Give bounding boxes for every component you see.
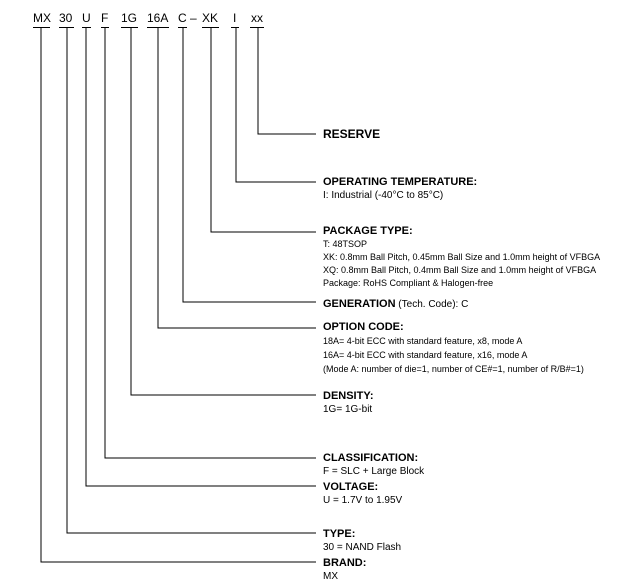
connector-density [131, 28, 316, 395]
code-underline-temperature [231, 27, 239, 28]
code-segment-generation: C [178, 11, 187, 25]
code-underline-classification [101, 27, 109, 28]
field-line-classification: F = SLC + Large Block [323, 466, 425, 477]
field-line-package-xq: XQ: 0.8mm Ball Pitch, 0.4mm Ball Size and 1.0mm height of VFBGA [323, 265, 597, 275]
connector-option-code [158, 28, 316, 328]
field-line-package-xk: XK: 0.8mm Ball Pitch, 0.45mm Ball Size and 1.0mm height of VFBGA [323, 252, 601, 262]
field-generation [323, 296, 468, 312]
code-dash: – [190, 11, 197, 25]
field-title-operating-temperature: OPERATING TEMPERATURE: [323, 176, 478, 188]
field-type [323, 527, 401, 555]
field-title-brand: BRAND: [323, 557, 367, 569]
field-suffix-generation: (Tech. Code): C [395, 299, 469, 310]
field-classification [323, 451, 424, 479]
field-line-operating-temperature: I: Industrial (-40°C to 85°C) [323, 190, 444, 201]
field-title-density: DENSITY: [323, 390, 374, 402]
code-segment-density: 1G [121, 11, 138, 25]
connector-brand [41, 28, 316, 562]
field-line-option-18a: 18A= 4-bit ECC with standard feature, x8, mode A [323, 336, 523, 346]
code-segment-temperature: I [233, 11, 237, 25]
field-brand [323, 556, 366, 584]
connector-operating-temperature [236, 28, 316, 182]
field-reserve [323, 127, 380, 141]
code-underline-voltage [82, 27, 91, 28]
connector-package-type [211, 28, 316, 232]
field-title-type: TYPE: [323, 528, 356, 540]
code-underline-option-code [147, 27, 169, 28]
field-operating-temperature [323, 175, 477, 203]
field-line-brand: MX [323, 571, 338, 582]
field-voltage [323, 480, 402, 508]
code-underline-generation [178, 27, 187, 28]
field-line-package-rohs: Package: RoHS Compliant & Halogen-free [323, 278, 494, 288]
field-line-option-16a: 16A= 4-bit ECC with standard feature, x16, mode A [323, 350, 528, 360]
field-title-option-code: OPTION CODE: [323, 321, 404, 333]
field-line-package-t: T: 48TSOP [323, 239, 368, 249]
field-line-option-mode-a: (Mode A: number of die=1, number of CE#=1, number of R/B#=1) [323, 364, 584, 374]
field-title-reserve: RESERVE [323, 127, 381, 141]
field-title-generation: GENERATION [323, 298, 396, 310]
field-package-type [323, 225, 600, 290]
code-segment-voltage: U [82, 11, 91, 25]
connector-type [67, 28, 316, 533]
code-underline-package [202, 27, 219, 28]
code-segment-classification: F [101, 11, 109, 25]
field-line-voltage: U = 1.7V to 1.95V [323, 495, 403, 506]
code-underline-density [121, 27, 138, 28]
field-title-voltage: VOLTAGE: [323, 481, 379, 493]
field-density [323, 389, 374, 417]
connector-voltage [86, 28, 316, 486]
connector-generation [183, 28, 316, 302]
code-segment-package: XK [202, 11, 219, 25]
field-option-code [323, 320, 584, 376]
connector-reserve [258, 28, 316, 134]
field-title-classification: CLASSIFICATION: [323, 452, 419, 464]
field-title-package-type: PACKAGE TYPE: [323, 225, 413, 237]
field-line-type: 30 = NAND Flash [323, 542, 402, 553]
code-segment-option-code: 16A [147, 11, 169, 25]
code-underline-type [59, 27, 74, 28]
code-segment-reserve: xx [251, 11, 263, 25]
code-underline-brand [33, 27, 50, 28]
code-segment-type: 30 [59, 11, 73, 25]
field-line-density: 1G= 1G-bit [323, 404, 373, 415]
code-segment-brand: MX [33, 11, 51, 25]
code-underline-reserve [250, 27, 264, 28]
